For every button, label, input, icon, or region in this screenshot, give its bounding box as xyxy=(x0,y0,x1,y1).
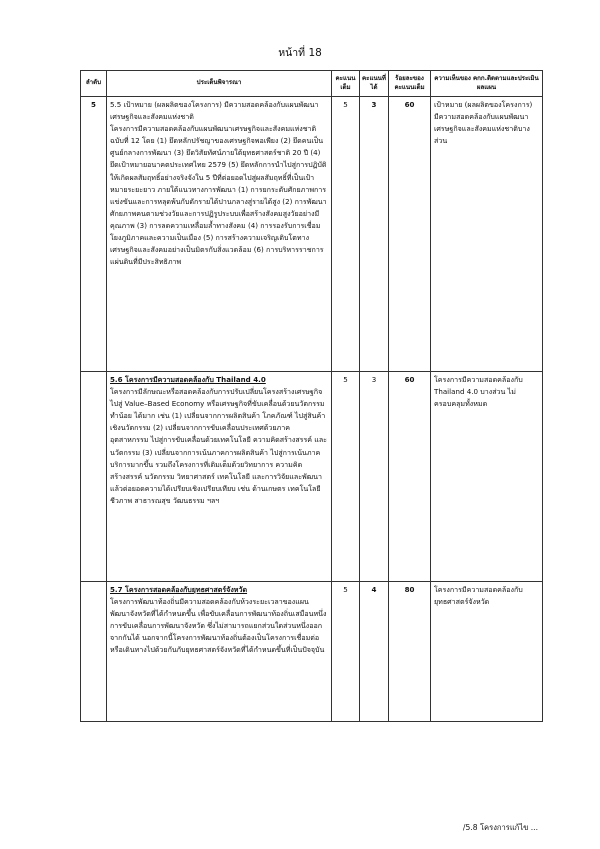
table-row xyxy=(81,372,543,582)
row-opinion: โครงการมีความสอดคล้องกับยุทธศาสตร์จังหวัด xyxy=(431,582,543,722)
header-percent: ร้อยละของคะแนนเต็ม xyxy=(389,71,431,97)
row-full-score: 5 xyxy=(332,372,360,582)
row-percent: 60 xyxy=(389,97,431,372)
row-full-score: 5 xyxy=(332,582,360,722)
header-opinion: ความเห็นของ คกก.ติดตามและประเมินผลแผน xyxy=(431,71,543,97)
row-score: 3 xyxy=(360,97,389,372)
row-opinion: โครงการมีความสอดคล้องกับ Thailand 4.0 บางส่วน ไม่ครอบคลุมทั้งหมด xyxy=(431,372,543,582)
page-number: หน้าที่ 18 xyxy=(278,47,322,59)
table-header-row xyxy=(81,71,543,97)
row-order: 5 xyxy=(81,97,107,372)
issue-body: โครงการมีลักษณะหรือสอดคล้องกับการปรับเปลี่ยนโครงสร้างเศรษฐกิจ ไปสู่ Value–Based Economy หรือเศรษฐกิจที่ขับเคลื่อนด้วยนวัตกรรม ทำน้อย ได้มาก เช่น (1) เปลี่ยนจากการผลิตสินค้า โภคภัณฑ์ ไปสู่สินค้าเชิงนวัตกรรม (2) เปลี่ยนจากการขับเคลื่อนประเทศด้วยภาคอุตสาหกรรม ไปสู่การขับเคลื่อนด้วยเทคโนโลยี ความคิดสร้างสรรค์ และนวัตกรรม (3) เปลี่ยนจากการเน้นภาคการผลิตสินค้า ไปสู่การเน้นภาคบริการมากขึ้น รวมถึงโครงการที่เติมเต็มด้วยวิทยาการ ความคิดสร้างสรรค์ นวัตกรรม วิทยาศาสตร์ เทคโนโลยี และการวิจัยและพัฒนา แล้วต่อยอดความได้เปรียบเชิงเปรียบเทียบ เช่น ด้านเกษตร เทคโนโลยีชีวภาพ สาธารณสุข วัฒนธรรม ฯลฯ xyxy=(110,387,327,505)
row-issue xyxy=(107,582,332,722)
issue-title: 5.5 เป้าหมาย (ผลผลิตของโครงการ) มีความสอดคล้องกับแผนพัฒนาเศรษฐกิจและสังคมแห่งชาติ xyxy=(110,100,319,122)
header-full-score: คะแนนเต็ม xyxy=(332,71,360,97)
row-opinion: เป้าหมาย (ผลผลิตของโครงการ) มีความสอดคล้องกับแผนพัฒนาเศรษฐกิจและสังคมแห่งชาติบางส่วน xyxy=(431,97,543,372)
row-score: 4 xyxy=(360,582,389,722)
table-row xyxy=(81,582,543,722)
table-row xyxy=(81,97,543,372)
issue-title: 5.7 โครงการสอดคล้องกับยุทธศาสตร์จังหวัด xyxy=(110,585,248,594)
header-score: คะแนนที่ได้ xyxy=(360,71,389,97)
row-order xyxy=(81,372,107,582)
row-issue xyxy=(107,97,332,372)
row-issue xyxy=(107,372,332,582)
header-order: ลำดับ xyxy=(81,71,107,97)
continuation-reference: /5.8 โครงการแก้ไข ... xyxy=(462,823,538,832)
row-full-score: 5 xyxy=(332,97,360,372)
evaluation-table xyxy=(80,70,543,722)
row-score: 3 xyxy=(360,372,389,582)
issue-body: โครงการมีความสอดคล้องกับแผนพัฒนาเศรษฐกิจและสังคมแห่งชาติ ฉบับที่ 12 โดย (1) ยึดหลักปรัชญาของเศรษฐกิจพอเพียง (2) ยึดคนเป็นศูนย์กลางการพัฒนา (3) ยึดวิสัยทัศน์ภายใต้ยุทธศาสตร์ชาติ 20 ปี (4) ยึดเป้าหมายอนาคตประเทศไทย 2579 (5) ยึดหลักการนำไปสู่การปฏิบัติให้เกิดผลสัมฤทธิ์อย่างจริงจังใน 5 ปีที่ต่อยอดไปสู่ผลสัมฤทธิ์ที่เป็นเป้าหมายระยะยาว ภายใต้แนวทางการพัฒนา (1) การยกระดับศักยภาพการแข่งขันและการหลุดพ้นกับดักรายได้ปานกลางสู่รายได้สูง (2) การพัฒนาศักยภาพคนตามช่วงวัยและการปฏิรูประบบเพื่อสร้างสังคมสูงวัยอย่างมีคุณภาพ (3) การลดความเหลื่อมล้ำทางสังคม (4) การรองรับการเชื่อมโยงภูมิภาคและความเป็นเมือง (5) การสร้างความเจริญเติบโตทางเศรษฐกิจและสังคมอย่างเป็นมิตรกับสิ่งแวดล้อม (6) การบริหารราชการแผ่นดินที่มีประสิทธิภาพ xyxy=(110,124,327,267)
row-order xyxy=(81,582,107,722)
issue-title: 5.6 โครงการมีความสอดคล้องกับ Thailand 4.0 xyxy=(110,375,266,384)
header-issue: ประเด็นพิจารณา xyxy=(107,71,332,97)
row-percent: 60 xyxy=(389,372,431,582)
issue-body: โครงการพัฒนาท้องถิ่นมีความสอดคล้องกับห้วงระยะเวลาของแผนพัฒนาจังหวัดที่ได้กำหนดขึ้น เพื่อขับเคลื่อนการพัฒนาท้องถิ่นเสมือนหนึ่งการขับเคลื่อนการพัฒนาจังหวัด ซึ่งไม่สามารถแยกส่วนใดส่วนหนึ่งออกจากกันได้ นอกจากนี้โครงการพัฒนาท้องถิ่นต้องเป็นโครงการเชื่อมต่อหรือเดินทางไปด้วยกันกับยุทธศาสตร์จังหวัดที่ได้กำหนดขึ้นที่เป็นปัจจุบัน xyxy=(110,597,327,655)
row-percent: 80 xyxy=(389,582,431,722)
